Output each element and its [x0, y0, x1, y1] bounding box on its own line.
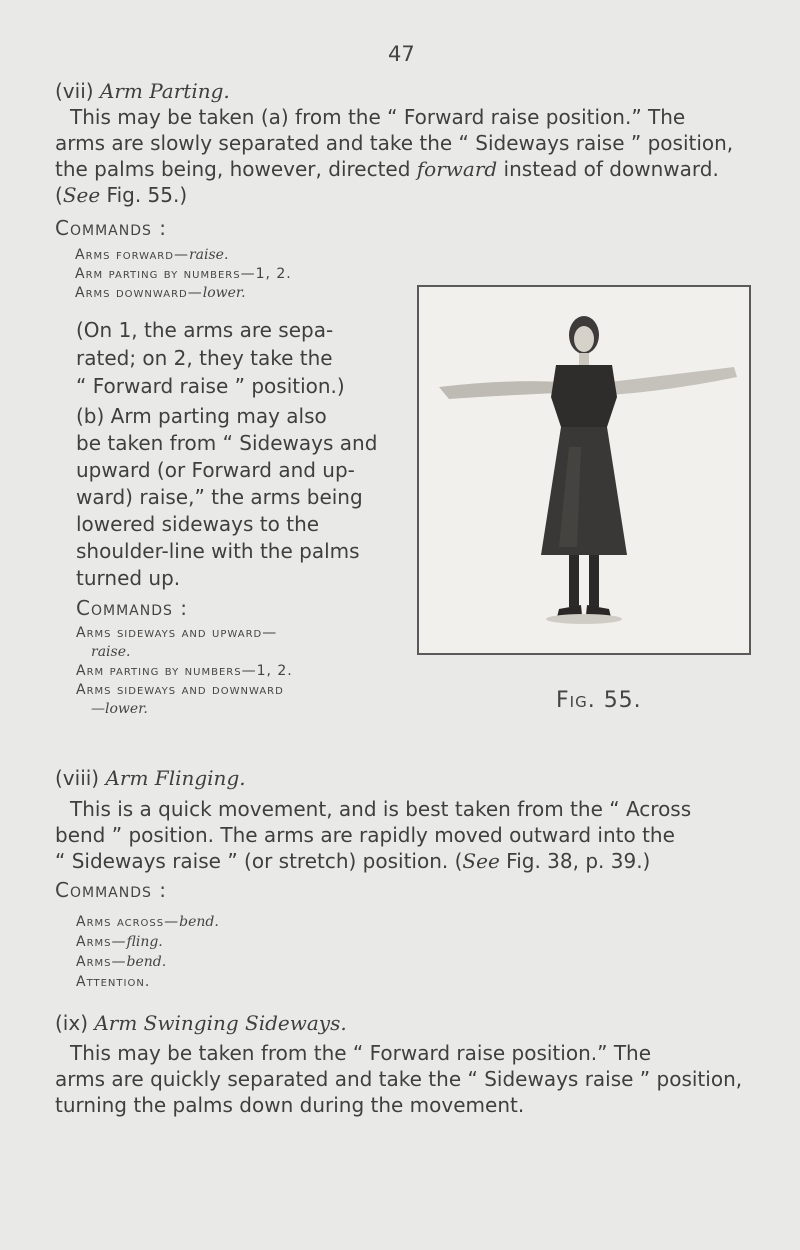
commands-list-1: Arms forward—raise. Arm parting by numbers—1, 2. Arms downward—lower.	[75, 247, 292, 301]
section-viii-title: Arm Flinging.	[105, 766, 246, 790]
figure-55-frame	[417, 285, 751, 655]
section-vii-number: (vii)	[55, 79, 94, 103]
commands-heading-1: Commands :	[55, 216, 167, 240]
section-viii-paragraph: This is a quick movement, and is best taken from the “ Across bend ” position. The arms are rapidly moved outward into the “ Sideways raise ” (or stretch) position. (See Fig. 38, p. 39.)	[55, 797, 692, 873]
section-viii-heading	[55, 765, 246, 791]
figure-55-photo	[419, 287, 749, 653]
page-number: 47	[388, 42, 415, 66]
section-ix-heading	[55, 1010, 347, 1036]
section-ix-number: (ix)	[55, 1011, 88, 1035]
section-vii-paragraph: This may be taken (a) from the “ Forward raise position.” The arms are slowly separated and take the “ Sideways raise ” position, the palms being, however, directed forward instead of downward. (See Fig. 55.)	[55, 105, 734, 207]
commands-heading-2: Commands :	[76, 596, 188, 620]
section-vii-heading	[55, 78, 230, 104]
figure-55-caption: Fig. 55.	[556, 688, 642, 713]
section-viii-number: (viii)	[55, 766, 100, 790]
parting-note: (On 1, the arms are sepa- rated; on 2, they take the “ Forward raise ” position.)	[76, 318, 345, 398]
parting-variant-b: (b) Arm parting may also be taken from “ Sideways and upward (or Forward and up- ward) raise,” the arms being lowered sideways to the shoulder-line with the palms turned up.	[76, 404, 378, 590]
section-ix-title: Arm Swinging Sideways.	[94, 1011, 347, 1035]
commands-list-2: Arms sideways and upward— raise. Arm parting by numbers—1, 2. Arms sideways and downward —lower.	[76, 625, 293, 717]
section-vii-title: Arm Parting.	[99, 79, 230, 103]
section-ix-paragraph: This may be taken from the “ Forward raise position.” The arms are quickly separated and take the “ Sideways raise ” position, turning the palms down during the movement.	[55, 1041, 743, 1117]
commands-list-3: Arms across—bend. Arms—fling. Arms—bend. Attention.	[76, 914, 219, 990]
commands-heading-3: Commands :	[55, 878, 167, 902]
